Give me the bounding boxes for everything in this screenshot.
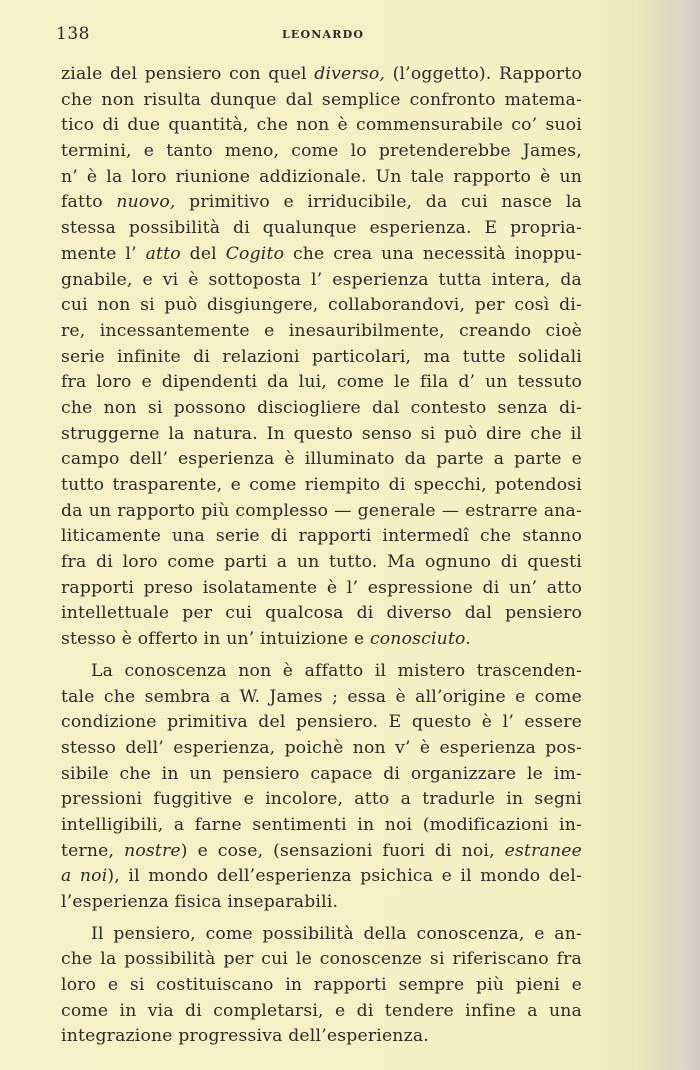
text-line [61, 813, 582, 839]
text-line [61, 268, 582, 294]
italic-run: diverso, [314, 64, 386, 84]
text-run: struggerne la natura. In questo senso si può dire che il [61, 423, 582, 444]
text-line [61, 864, 582, 890]
running-title: LEONARDO [282, 28, 365, 41]
italic-run: a noi [61, 866, 108, 887]
text-line [61, 499, 582, 525]
text-run: liticamente una serie di rapporti intermedî che stanno [61, 526, 582, 547]
text-run: termini, e tanto meno, come lo pretenderebbe James, [61, 141, 582, 162]
text-line [61, 524, 582, 550]
italic-run: Cogito [225, 243, 285, 264]
text-line [61, 190, 582, 216]
text-line [61, 601, 582, 627]
text-run: integrazione progressiva dell’esperienza. [61, 1026, 429, 1047]
text-run: ) e cose, (sensazioni fuori di noi, [180, 840, 505, 861]
text-run: re, incessantemente e inesauribilmente, creando cioè [61, 320, 582, 341]
text-line [61, 396, 582, 422]
text-run: primitivo e irriducibile, da cui nasce la [175, 192, 582, 213]
text-line [61, 1024, 582, 1050]
text-line [61, 319, 582, 345]
italic-run: estranee [504, 840, 582, 861]
text-run: stessa possibilità di qualunque esperienza. E propria- [61, 218, 582, 239]
paragraph [61, 62, 582, 653]
text-run: tutto trasparente, e come riempito di specchi, potendosi [61, 475, 582, 495]
text-line [61, 165, 582, 191]
text-run: cui non si può disgiungere, collaborandovi, per così di- [61, 295, 582, 316]
text-line [61, 62, 582, 88]
text-line [61, 242, 582, 268]
text-line [61, 627, 582, 653]
text-line [61, 447, 582, 473]
text-run: del [180, 243, 226, 264]
body-text [61, 62, 582, 1050]
text-run: rapporti preso isolatamente è l’ espressione di un’ atto [61, 577, 582, 598]
text-run: intelligibili, a farne sentimenti in noi (modificazioni in- [61, 814, 582, 835]
text-line [61, 947, 582, 973]
text-run: che non risulta dunque dal semplice confronto matema- [61, 89, 582, 110]
text-line [61, 659, 582, 685]
text-line [61, 685, 582, 711]
text-run: campo dell’ esperienza è illuminato da parte a parte e [61, 449, 582, 470]
text-line [61, 736, 582, 762]
text-run: La conoscenza non è affatto il mistero trascenden- [91, 660, 582, 681]
text-run: pressioni fuggitive e incolore, atto a tradurle in segni [61, 789, 582, 810]
text-run: gnabile, e vi è sottoposta l’ esperienza tutta intera, da [61, 269, 582, 290]
text-line [61, 839, 582, 865]
text-run: fra di loro come parti a un tutto. Ma ognuno di questi [61, 552, 582, 573]
text-line [61, 422, 582, 448]
text-line [61, 293, 582, 319]
text-line [61, 113, 582, 139]
text-run: che non si possono disciogliere dal contesto senza di- [61, 397, 582, 418]
text-run: l’esperienza fisica inseparabili. [61, 892, 339, 912]
paragraph [61, 922, 582, 1050]
text-run: stesso è offerto in un’ intuizione e [61, 629, 370, 650]
italic-run: conosciuto. [369, 629, 471, 650]
page-number: 138 [56, 24, 90, 44]
italic-run: nuovo, [116, 192, 176, 213]
page-edge-shadow [666, 0, 700, 1070]
text-run: stesso dell’ esperienza, poichè non v’ è esperienza pos- [61, 737, 582, 758]
text-line [61, 88, 582, 114]
text-run: sibile che in un pensiero capace di organizzare le im- [61, 763, 582, 784]
text-run: (l’oggetto). Rapporto [385, 64, 582, 84]
text-line [61, 216, 582, 242]
text-run: mente l’ [61, 243, 146, 264]
text-line [61, 139, 582, 165]
text-run: ), il mondo dell’esperienza psichica e il mondo del- [107, 866, 582, 887]
text-run: loro e si costituiscano in rapporti sempre più pieni e [61, 975, 582, 996]
text-run: tico di due quantità, che non è commensurabile co’ suoi [61, 115, 582, 136]
text-run: da un rapporto più complesso — generale — estrarre ana- [61, 500, 582, 521]
text-line [61, 576, 582, 602]
text-run: che crea una necessità inoppu- [284, 243, 582, 264]
text-run: n’ è la loro riunione addizionale. Un tale rapporto è un [61, 166, 582, 187]
text-line [61, 999, 582, 1025]
text-run: intellettuale per cui qualcosa di diverso dal pensiero [61, 603, 582, 624]
text-run: Il pensiero, come possibilità della conoscenza, e an- [91, 923, 582, 944]
text-run: condizione primitiva del pensiero. E questo è l’ essere [61, 712, 582, 733]
running-head [56, 24, 586, 48]
text-line [61, 973, 582, 999]
text-line [61, 890, 582, 916]
text-line [61, 922, 582, 948]
text-line [61, 710, 582, 736]
text-run: terne, [61, 840, 125, 861]
text-run: che la possibilità per cui le conoscenze si riferiscano fra [61, 949, 582, 970]
text-run: fatto [61, 192, 117, 213]
text-line [61, 762, 582, 788]
text-line [61, 787, 582, 813]
paragraph [61, 659, 582, 916]
text-line [61, 345, 582, 371]
text-run: serie infinite di relazioni particolari, ma tutte solidali [61, 346, 582, 367]
italic-run: atto [145, 243, 181, 264]
italic-run: nostre [124, 840, 181, 861]
text-run: ziale del pensiero con quel [61, 64, 315, 84]
text-run: fra loro e dipendenti da lui, come le fila d’ un tessuto [61, 372, 582, 393]
text-line [61, 473, 582, 499]
text-run: tale che sembra a W. James ; essa è all’origine e come [61, 686, 582, 707]
text-line [61, 370, 582, 396]
text-line [61, 550, 582, 576]
text-run: come in via di completarsi, e di tendere infine a una [61, 1000, 582, 1021]
